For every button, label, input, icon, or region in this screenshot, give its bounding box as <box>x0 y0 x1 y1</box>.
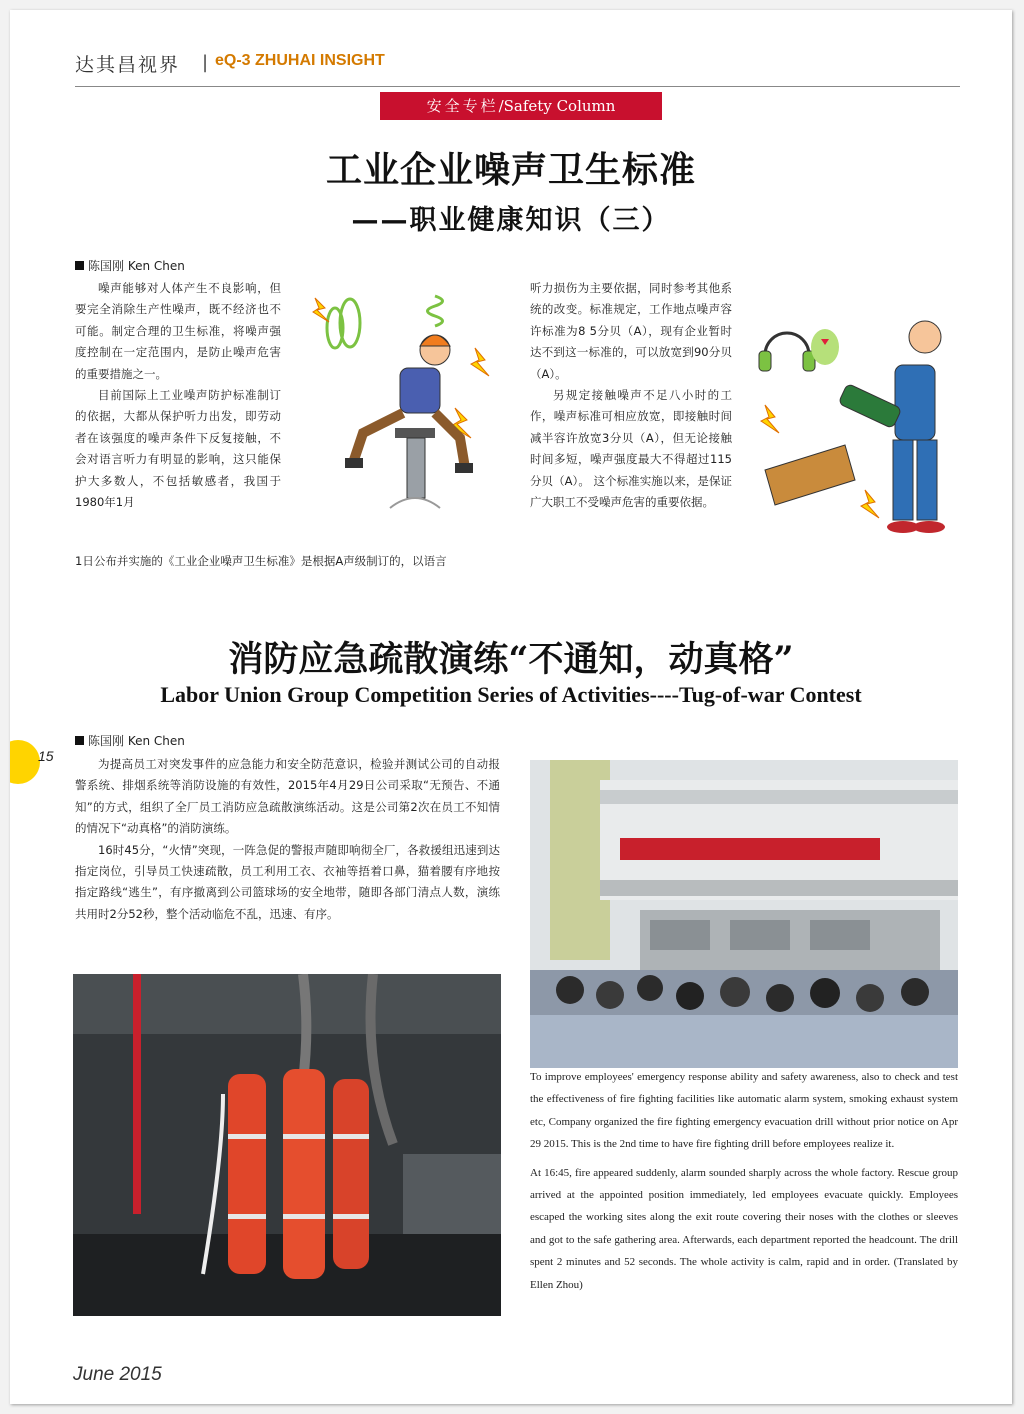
article1-col1-p1: 噪声能够对人体产生不良影响，但要完全消除生产性噪声，既不经济也不可能。制定合理的卫生标准，将噪声强度控制在一定范围内，是防止噪声危害的重要措施之一。 <box>75 281 281 381</box>
magazine-name-en: eQ-3 ZHUHAI INSIGHT <box>215 52 385 69</box>
article1-col2 <box>530 278 732 513</box>
page-number: 15 <box>38 748 54 764</box>
header-rule <box>75 86 960 87</box>
footer-date: June 2015 <box>73 1364 162 1385</box>
article2-byline <box>75 732 185 749</box>
byline-square-icon <box>75 261 84 270</box>
article2-cn-body <box>75 754 500 925</box>
column-banner <box>380 92 662 120</box>
article2-byline-text: 陈国刚 Ken Chen <box>88 734 185 748</box>
article1-title: 工业企业噪声卫生标准 <box>325 149 696 191</box>
article1-col2-p2: 另规定接触噪声不足八小时的工作，噪声标准可相应放宽，即接触时间减半容许放宽3分贝（A），但无论接触时间多短，噪声强度最大不得超过115分贝（A）。 这个标准实施以来，是保证广大职工不受噪声危害的重要依据。 <box>530 388 732 510</box>
rescue-team-photo <box>73 974 501 1316</box>
article2-en-body <box>530 1066 958 1302</box>
article1-byline <box>75 257 185 274</box>
magazine-name-cn: 达其昌视界 <box>75 54 181 76</box>
article1-byline-text: 陈国刚 Ken Chen <box>88 259 185 273</box>
article1-col2-p1: 听力损伤为主要依据，同时参考其他系统的改变。标准规定，工作地点噪声容许标准为8 5分贝（A），现有企业暂时达不到这一标准的，可以放宽到90分贝（A）。 <box>530 281 732 381</box>
article2-en-p1: To improve employees' emergency response ability and safety awareness, also to check and test the effectiveness of fire fighting facilities like automatic alarm system, smoking exhaust system etc, Company organized the fire fighting emergency evacuation drill without prior notice on Apr 29 2015. This is the 2nd time to have fire fighting drill before employees realize it. <box>530 1071 958 1151</box>
byline-square-icon <box>75 736 84 745</box>
page-tab <box>10 740 40 784</box>
article1-subtitle: ——职业健康知识（三） <box>351 205 671 236</box>
article2-subtitle-en: Labor Union Group Competition Series of Activities----Tug-of-war Contest <box>160 682 862 707</box>
column-banner-cn: 安全专栏 <box>426 97 499 115</box>
article1-col1-tail <box>75 551 505 572</box>
article1-col1 <box>75 278 281 513</box>
article2-cn-p2: 16时45分，“火情”突现，一阵急促的警报声随即响彻全厂，各救援组迅速到达指定岗位，引导员工快速疏散，员工利用工衣、衣袖等捂着口鼻，猫着腰有序地按指定路线“逃生”，有序撤离到公司篮球场的安全地带，随即各部门清点人数，演练共用时2分52秒，整个活动临危不乱，迅速、有序。 <box>75 842 500 921</box>
evacuation-crowd-photo <box>530 760 958 1068</box>
article2-cn-p1: 为提高员工对突发事件的应急能力和安全防范意识，检验并测试公司的自动报警系统、排烟系统等消防设施的有效性，2015年4月29日公司采取“无预告、不通知”的方式，组织了全厂员工消防应急疏散演练活动。这是公司第2次在员工不知情的情况下“动真格”的消防演练。 <box>75 757 500 836</box>
drill-worker-illustration <box>745 295 945 545</box>
header-separator: | <box>202 52 209 73</box>
jackhammer-worker-illustration <box>295 278 500 518</box>
article1-col1-p2: 目前国际上工业噪声防护标准制订的依据，大都从保护听力出发，即劳动者在该强度的噪声条件下反复接触，不会对语言听力有明显的影响，这只能保护大多数人，不包括敏感者，我国于1980年1月 <box>75 388 281 510</box>
article2-en-p2: At 16:45, fire appeared suddenly, alarm sounded sharply across the whole factory. Rescue group arrived at the appointed position immediately, led employees evacuate quickly. Employees escaped the working sites along the exit route covering their noses with the clothes or sleeves and got to the safe gathering area. Afterwards, each department reported the headcount. The drill spent 2 minutes and 52 seconds. The whole activity is calm, rapid and in order. (Translated by Ellen Zhou) <box>530 1166 958 1291</box>
column-banner-en: /Safety Column <box>498 97 616 115</box>
magazine-page <box>10 10 1012 1404</box>
article2-title: 消防应急疏散演练“不通知，动真格” <box>228 639 794 680</box>
article1-col1-tail-text: 1日公布并实施的《工业企业噪声卫生标准》是根据A声级制订的，以语言 <box>75 554 447 568</box>
